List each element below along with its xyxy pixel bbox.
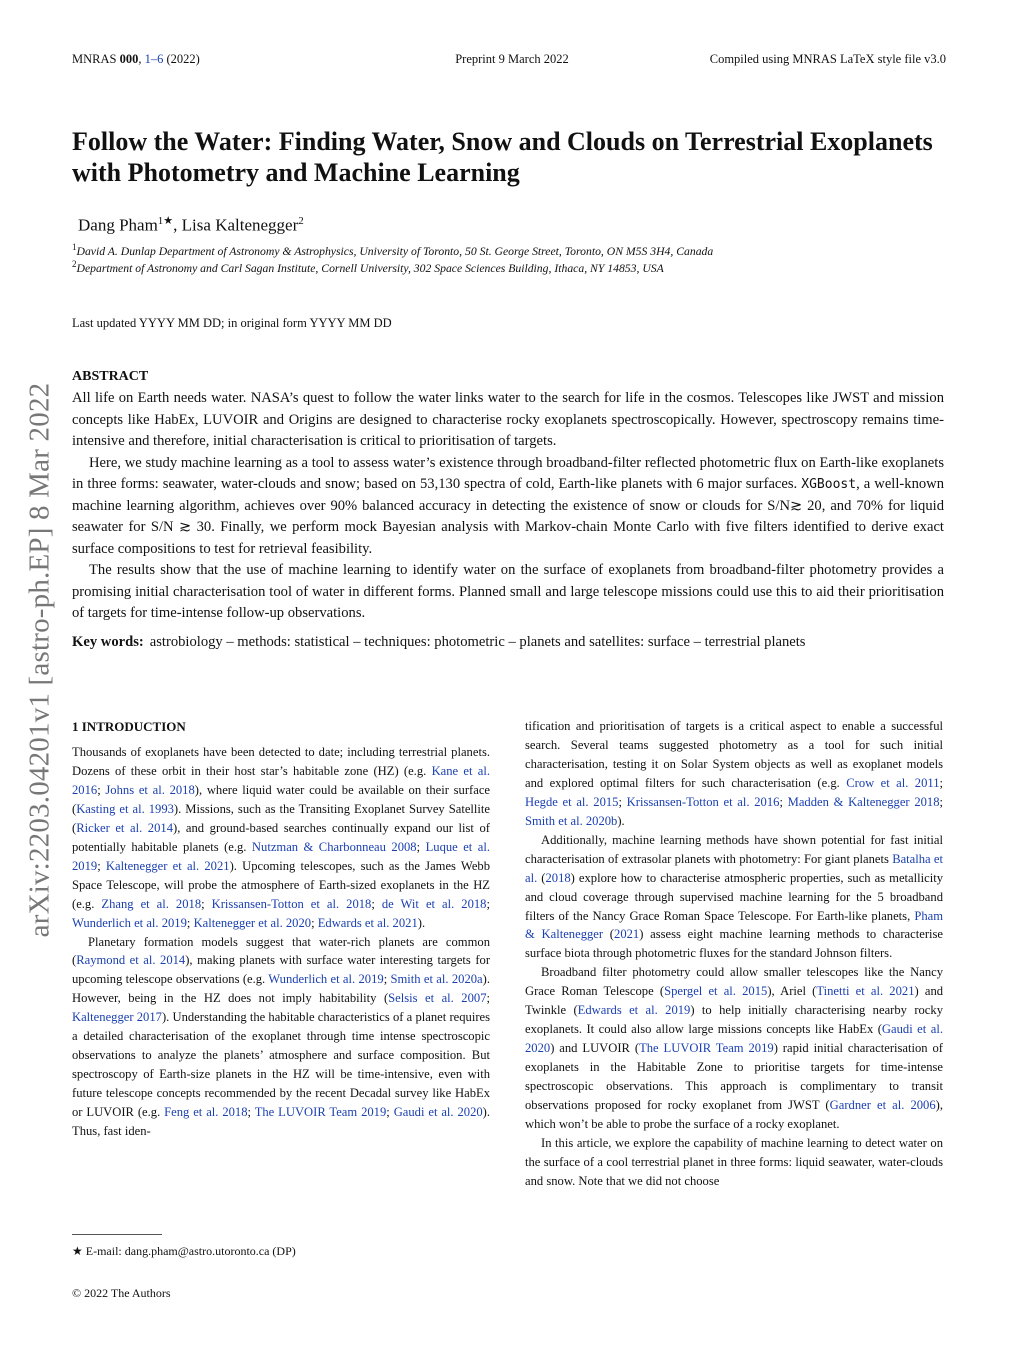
paragraph-text: Broadband filter photometry could allow smaller telescopes like the Nancy Grace Roman Telescope ( bbox=[525, 965, 943, 999]
citation-link[interactable]: Nutzman & Charbonneau 2008 bbox=[251, 839, 417, 854]
paragraph-text: ). bbox=[617, 813, 625, 828]
paragraph-text: ; bbox=[97, 782, 106, 797]
paragraph-text: ). Thus, fast iden- bbox=[72, 1105, 491, 1139]
citation-link[interactable]: Kasting et al. 1993 bbox=[76, 801, 174, 816]
paragraph-text: ; bbox=[311, 915, 318, 930]
citation-link[interactable]: Tinetti et al. 2021 bbox=[816, 984, 915, 999]
paragraph-text: ; bbox=[97, 858, 106, 873]
citation-link[interactable]: Wunderlich et al. 2019 bbox=[268, 972, 384, 987]
paragraph-text: ; bbox=[371, 896, 382, 911]
xgboost-code: XGBoost bbox=[801, 477, 857, 492]
abstract-paragraph-2: Here, we study machine learning as a tool to assess water’s existence through broadband-filter reflected photometric flux on Earth-like exoplanets in three forms: seawater, water-clouds and snow; based on 53,130 spectra of cold, Earth-like planets with 6 major surfaces. XGBoost, a well-known machine learning algorithm, achieves over 90% balanced accuracy in detecting the existence of snow or clouds for S/N≳ 20, and 70% for liquid seawater for S/N ≳ 30. Finally, we perform mock Bayesian analysis with Markov-chain Monte Carlo with five filters identified to derive exact surface compositions to test for retrieval feasibility. bbox=[72, 454, 944, 557]
citation-link[interactable]: 2018 bbox=[545, 870, 571, 885]
section-heading-introduction: 1 INTRODUCTION bbox=[72, 719, 186, 734]
paragraph-text: ; bbox=[416, 839, 426, 854]
abstract-body bbox=[72, 388, 944, 625]
affiliation-1: $^1$David A. Dunlap Department of Astronomy & Astrophysics, University of Toronto, 50 St. George Street, Toronto, ON M5S 3H4, Canada bbox=[72, 242, 714, 258]
citation-link[interactable]: Madden & Kaltenegger 2018 bbox=[787, 794, 940, 809]
citation-link[interactable]: Zhang et al. 2018 bbox=[101, 896, 202, 911]
paragraph-text: ), which won’t be able to probe the surface of a rocky exoplanet. bbox=[525, 1098, 943, 1132]
paragraph-text: ; bbox=[486, 896, 490, 911]
footnote-email: ★ E-mail: dang.pham@astro.utoronto.ca (DP) bbox=[72, 1244, 296, 1258]
citation-link[interactable]: Kaltenegger et al. 2020 bbox=[193, 915, 312, 930]
citation-link[interactable]: Pham & Kaltenegger bbox=[525, 908, 943, 942]
paragraph-text: ) assess eight machine learning methods to characterise surface biota through photometric fluxes for the standard Johnson filters. bbox=[525, 927, 944, 961]
affiliation-2: $^2$Department of Astronomy and Carl Sagan Institute, Cornell University, 302 Space Sciences Building, Ithaca, NY 14853, USA bbox=[72, 259, 664, 275]
citation-link[interactable]: Gaudi et al. 2020 bbox=[525, 1022, 943, 1056]
paragraph-text: ; bbox=[247, 1105, 255, 1120]
intro-paragraph bbox=[72, 743, 490, 933]
paragraph-text: ; bbox=[939, 775, 943, 790]
citation-link[interactable]: The LUVOIR Team 2019 bbox=[639, 1041, 774, 1056]
paragraph-text: ; bbox=[201, 896, 212, 911]
citation-link[interactable]: Edwards et al. 2019 bbox=[577, 1003, 691, 1018]
citation-link[interactable]: Gaudi et al. 2020 bbox=[393, 1105, 483, 1120]
citation-link[interactable]: Feng et al. 2018 bbox=[164, 1105, 248, 1120]
abstract-heading: ABSTRACT bbox=[72, 369, 149, 384]
paragraph-text: ). Upcoming telescopes, such as the James Webb Space Telescope, will probe the atmosphere of Earth-sized exoplanets in the HZ (e.g. bbox=[72, 858, 490, 911]
citation-link[interactable]: Hegde et al. 2015 bbox=[525, 794, 619, 809]
abstract-paragraph-3: The results show that the use of machine learning to identify water on the surface of exoplanets from broadband-filter photometry provides a promising initial characterisation tool of water in different forms. Planned small and large telescope missions could use this to aid their prioritisation of targets for time-intense follow-up observations. bbox=[72, 562, 944, 621]
citation-link[interactable]: Edwards et al. 2021 bbox=[317, 915, 418, 930]
paragraph-text: ; bbox=[486, 991, 490, 1006]
paragraph-text: ; bbox=[939, 794, 944, 809]
paragraph-text: ; bbox=[186, 915, 194, 930]
last-updated: Last updated YYYY MM DD; in original form YYYY MM DD bbox=[72, 316, 392, 330]
keywords-text: astrobiology – methods: statistical – techniques: photometric – planets and satellites: surface – terrestrial planets bbox=[149, 634, 806, 650]
intro-paragraph bbox=[525, 963, 943, 1134]
paragraph-text: ), where liquid water could be available on their surface ( bbox=[72, 782, 491, 816]
paragraph-text: ). Missions, such as the Transiting Exoplanet Survey Satellite ( bbox=[72, 801, 491, 835]
author-list: Dang Pham$^{1★}$, Lisa Kaltenegger$^2$ bbox=[78, 215, 304, 235]
citation-link[interactable]: Wunderlich et al. 2019 bbox=[72, 915, 187, 930]
paragraph-text: ( bbox=[537, 870, 546, 885]
citation-link[interactable]: Kane et al. 2016 bbox=[72, 763, 490, 797]
footnote-rule bbox=[72, 1234, 162, 1235]
volume: 000 bbox=[119, 52, 139, 66]
intro-paragraph bbox=[525, 831, 943, 964]
paragraph-text: Planetary formation models suggest that water-rich planets are common ( bbox=[72, 934, 490, 968]
paragraph-text: tification and prioritisation of targets is a critical aspect to enable a successful search. Several teams suggested photometry as a tool for such initial characterisation, testing it on Solar System objects as well as exoplanet models and explored optimal filters for such characterisation (e.g. bbox=[525, 719, 943, 790]
paragraph-text: ) to help initially characterising nearby rocky exoplanets. It could also allow large missions concepts like HabEx ( bbox=[525, 1003, 943, 1037]
citation-link[interactable]: Ricker et al. 2014 bbox=[76, 820, 173, 835]
intro-left-column bbox=[72, 743, 490, 1141]
paragraph-text: In this article, we explore the capability of machine learning to detect water on the surface of a cool terrestrial planet in three forms: liquid seawater, water-clouds and snow. Note that we did not choose bbox=[525, 1135, 943, 1188]
keywords bbox=[72, 634, 952, 651]
paragraph-text: ). However, being in the HZ does not imply habitability ( bbox=[72, 972, 490, 1006]
paragraph-text: ), making planets with surface water interesting targets for upcoming telescope observations (e.g. bbox=[72, 953, 491, 987]
paragraph-text: ) explore how to characterise atmospheric properties, such as metallicity and cloud coverage through supervised machine learning for the 5 broadband filters of the Nancy Grace Roman Space Telescope. For Earth-like planets, bbox=[525, 870, 943, 923]
paragraph-text: ), and ground-based searches continually expand our list of potentially habitable planets (e.g. bbox=[72, 820, 490, 854]
paragraph-text: ) rapid initial characterisation of exoplanets in the Habitable Zone to prioritise targets for time-intense spectroscopic observations. This approach is complimentary to transit observations proposed for rocky exoplanet from JWST ( bbox=[525, 1041, 944, 1113]
citation-link[interactable]: Smith et al. 2020a bbox=[390, 972, 483, 987]
paper-title: Follow the Water: Finding Water, Snow and Clouds on Terrestrial Exoplanets with Photometry and Machine Learning bbox=[72, 127, 933, 187]
paragraph-text: ; bbox=[386, 1105, 394, 1120]
paragraph-text: ). bbox=[417, 915, 426, 930]
citation-link[interactable]: 2021 bbox=[614, 927, 640, 942]
keywords-label: Key words: bbox=[72, 634, 144, 650]
abstract-paragraph-1: All life on Earth needs water. NASA’s quest to follow the water links water to the search for life in the cosmos. Telescopes like JWST and mission concepts like HabEx, LUVOIR and Origins are designed to characterise rocky exoplanets spectroscopically. However, spectroscopy remains time-intensive and therefore, initial characterisation is critical to prioritisation of targets. bbox=[72, 390, 944, 449]
author-2-affiliation-mark: 2 bbox=[298, 215, 304, 227]
paragraph-text: ) and Twinkle ( bbox=[525, 984, 944, 1018]
citation-link[interactable]: Crow et al. 2011 bbox=[846, 775, 940, 790]
journal-citation: MNRAS 000, 1–6 (2022) bbox=[72, 52, 200, 66]
citation-link[interactable]: Kaltenegger et al. 2021 bbox=[105, 858, 230, 873]
paragraph-text: ; bbox=[779, 794, 788, 809]
citation-link[interactable]: Selsis et al. 2007 bbox=[388, 991, 487, 1006]
citation-link[interactable]: Kaltenegger 2017 bbox=[72, 1010, 162, 1025]
citation-link[interactable]: Johns et al. 2018 bbox=[105, 782, 195, 797]
intro-right-column bbox=[525, 717, 943, 1191]
intro-paragraph bbox=[72, 933, 490, 1141]
author-1-affiliation-mark: 1★ bbox=[157, 215, 174, 227]
paragraph-text: ; bbox=[618, 794, 627, 809]
paragraph-text: ; bbox=[383, 972, 391, 987]
citation-link[interactable]: Spergel et al. 2015 bbox=[664, 984, 768, 999]
citation-link[interactable]: de Wit et al. 2018 bbox=[381, 896, 487, 911]
citation-link[interactable]: Raymond et al. 2014 bbox=[76, 953, 186, 968]
arxiv-identifier: arXiv:2203.04201v1 [astro-ph.EP] 8 Mar 2022 bbox=[23, 382, 56, 938]
citation-link[interactable]: Luque et al. 2019 bbox=[72, 839, 490, 873]
citation-link[interactable]: The LUVOIR Team 2019 bbox=[254, 1105, 387, 1120]
intro-paragraph bbox=[525, 1134, 943, 1191]
citation-link[interactable]: Batalha et al. bbox=[525, 851, 944, 885]
preprint-date: Preprint 9 March 2022 bbox=[455, 52, 569, 66]
paragraph-text: Additionally, machine learning methods have shown potential for fast initial characterisation of extrasolar planets with photometry: For giant planets bbox=[525, 832, 943, 866]
copyright: © 2022 The Authors bbox=[72, 1286, 171, 1300]
paragraph-text: ) and LUVOIR ( bbox=[550, 1041, 640, 1056]
citation-link[interactable]: Krissansen-Totton et al. 2018 bbox=[211, 896, 372, 911]
citation-link[interactable]: Krissansen-Totton et al. 2016 bbox=[626, 794, 780, 809]
intro-paragraph bbox=[525, 717, 943, 831]
compiled-note: Compiled using MNRAS LaTeX style file v3.0 bbox=[709, 52, 946, 66]
paragraph-text: ( bbox=[603, 927, 615, 942]
citation-link[interactable]: Gardner et al. 2006 bbox=[829, 1098, 936, 1113]
citation-link[interactable]: Smith et al. 2020b bbox=[525, 813, 618, 828]
paragraph-text: ). Understanding the habitable characteristics of a planet requires a detailed characterisation of the exoplanet through time intense spectroscopic observations to analyze the planets’ atmosphere and surface composition. But spectroscopy of Earth-size planets in the HZ will be time-intensive, even with future telescope concepts recommended by the recent Decadal survey like HabEx or LUVOIR (e.g. bbox=[72, 1010, 491, 1120]
paragraph-text: ), Ariel ( bbox=[767, 984, 817, 999]
paragraph-text: Thousands of exoplanets have been detected to date; including terrestrial planets. Dozens of these orbit in their host star’s habitable zone (HZ) (e.g. bbox=[72, 745, 490, 778]
pages-link[interactable]: 1–6 bbox=[144, 52, 164, 66]
